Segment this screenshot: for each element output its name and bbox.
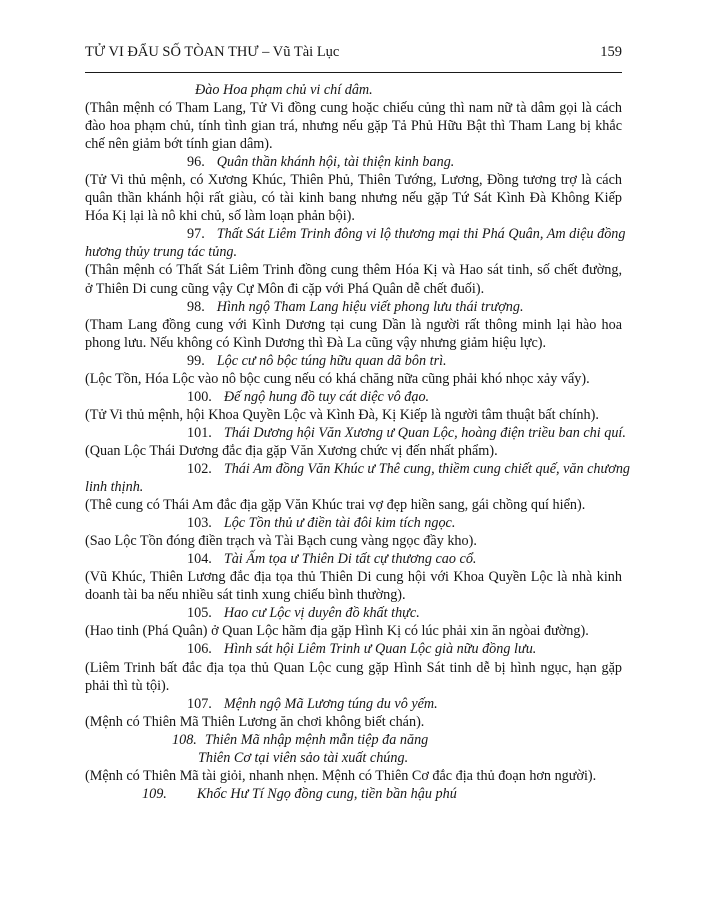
line-text: Thiên Cơ tại viên sảo tài xuất chúng.: [198, 749, 409, 766]
verse-number: 104.: [187, 551, 212, 568]
line-text: (Sao Lộc Tồn đóng điền trạch và Tài Bạch cung vàng ngọc đầy kho).: [85, 533, 477, 550]
line-text: phải thì tù tội).: [85, 677, 170, 694]
text-line: [85, 207, 622, 225]
verse-number: 105.: [187, 605, 212, 622]
line-text: (Quan Lộc Thái Dương đắc địa gặp Văn Xương chức vị đến nhất phẩm).: [85, 442, 498, 459]
text-line: [85, 622, 622, 640]
line-text: (Lộc Tồn, Hóa Lộc vào nô bộc cung nếu có khá chăng nữa cũng phải khó nhọc xảy vẩy).: [85, 370, 590, 387]
line-text: (Mệnh có Thiên Mã Thiên Lương ăn chơi không biết chán).: [85, 713, 425, 730]
text-line: [85, 243, 622, 261]
verse-line: [85, 460, 631, 478]
verse-number: 99.: [187, 352, 205, 369]
verse-number: 103.: [187, 515, 212, 532]
verse-line: [85, 731, 622, 749]
line-text: (Hao tinh (Phá Quân) ở Quan Lộc hãm địa gặp Hình Kị có lúc phải xin ăn ngòai đường).: [85, 623, 589, 640]
running-title: TỬ VI ĐẨU SỐ TÒAN THƯ – Vũ Tài Lục: [85, 44, 340, 60]
verse-line: [85, 225, 626, 243]
line-text: (Liêm Trinh bất đắc địa tọa thủ Quan Lộc cung gặp Hình Sát tinh dễ bị hình ngục, hạn gặp: [85, 659, 622, 676]
page-header: [85, 44, 622, 60]
text-line: [85, 406, 622, 424]
text-line: [85, 478, 622, 496]
verse-number: 106.: [187, 641, 212, 658]
text-line: [85, 334, 622, 352]
text-line: [85, 713, 622, 731]
text-line: [85, 261, 622, 279]
line-text: Đào Hoa phạm chủ vi chí dâm.: [195, 82, 373, 98]
line-text: Đế ngộ hung đồ tuy cát diệc vô đạo.: [223, 388, 430, 405]
text-line: [85, 316, 622, 334]
verse-line: [85, 695, 622, 713]
text-line: [85, 117, 622, 135]
line-text: (Thê cung có Thái Am đắc địa gặp Văn Khúc trai vợ đẹp hiền sang, gái chồng quí hiển).: [85, 497, 586, 514]
verse-line: [85, 604, 622, 622]
verse-line: [85, 785, 622, 803]
line-text: Thái Am đồng Văn Khúc ư Thê cung, thiềm cung chiết quế, văn chương: [223, 460, 631, 477]
text-line: [85, 532, 622, 550]
line-text: hương thủy trung tác tủng.: [85, 244, 238, 261]
verse-number: 102.: [187, 460, 212, 477]
text-line: [85, 171, 622, 189]
verse-number: 100.: [187, 388, 212, 405]
text-line: [85, 370, 622, 388]
text-line: [85, 749, 622, 767]
verse-number: 108.: [172, 731, 197, 748]
text-line: [85, 568, 622, 586]
line-text: Mệnh ngộ Mã Lương túng du vô yếm.: [223, 695, 438, 712]
text-line: [85, 586, 622, 604]
line-text: Hình ngộ Tham Lang hiệu viết phong lưu thái trượng.: [216, 298, 524, 315]
line-text: (Tham Lang đồng cung với Kình Dương tại cung Dần là người rất thông minh lại hào hoa: [85, 316, 622, 333]
text-line: [85, 659, 622, 677]
text-line: [85, 81, 622, 99]
line-text: (Vũ Khúc, Thiên Lương đắc địa tọa thủ Thiên Di cung hội với Khoa Quyền Lộc là nhà kinh: [85, 569, 622, 586]
verse-line: [85, 352, 622, 370]
page-lines: [85, 81, 631, 803]
text-line: [85, 442, 622, 460]
verse-line: [85, 550, 622, 568]
line-text: Thất Sát Liêm Trinh đông vi lộ thương mại thi Phá Quân, Am diệu đồng: [216, 226, 626, 243]
text-line: [85, 280, 622, 298]
line-text: (Tử Vi thủ mệnh, hội Khoa Quyền Lộc và Kình Đà, Kị Kiếp là người tâm thuật bất chính).: [85, 406, 599, 423]
line-text: (Thân mệnh có Thất Sát Liêm Trinh đồng cung thêm Hóa Kị và Hao sát tinh, số chết đường,: [85, 262, 622, 279]
verse-number: 101.: [187, 424, 212, 441]
line-text: Lộc cư nô bộc túng hữu quan dã bôn trì.: [216, 352, 447, 369]
text-line: [85, 677, 622, 695]
line-text: Quân thần khánh hội, tài thiện kinh bang.: [216, 154, 455, 171]
verse-line: [85, 514, 622, 532]
verse-number: 107.: [187, 695, 212, 712]
line-text: (Mệnh có Thiên Mã tài giỏi, nhanh nhẹn. Mệnh có Thiên Cơ đắc địa thủ đoạn hơn người).: [85, 767, 597, 784]
line-text: Lộc Tồn thủ ư điền tài đôi kim tích ngọc.: [223, 515, 456, 532]
verse-line: [85, 298, 622, 316]
text-line: [85, 496, 622, 514]
verse-line: [85, 640, 622, 658]
line-text: ở Thiên Di cung cũng vậy Cự Môn đi cặp với Phá Quân dễ chết đuối).: [85, 280, 485, 297]
text-line: [85, 99, 622, 117]
line-text: linh thịnh.: [85, 479, 144, 496]
text-line: [85, 189, 622, 207]
verse-line: [85, 388, 622, 406]
header-rule: [85, 72, 622, 73]
line-text: (Thân mệnh có Tham Lang, Tử Vi đồng cung hoặc chiếu củng thì nam nữ tà dâm gọi là cách: [85, 100, 622, 117]
line-text: Tài Ấm tọa ư Thiên Di tất cự thương cao cổ.: [223, 551, 477, 568]
verse-line: [85, 153, 622, 171]
line-text: chế nên giảm bớt tính gian dâm).: [85, 136, 273, 153]
verse-number: 109.: [142, 785, 167, 802]
verse-number: 97.: [187, 226, 205, 243]
verse-number: 98.: [187, 298, 205, 315]
line-text: Hóa Kị lại là nô khi chủ, số làm loạn phản bội).: [85, 208, 355, 225]
line-text: Khốc Hư Tí Ngọ đồng cung, tiền bần hậu phú: [196, 785, 457, 802]
line-text: doanh tài ba nếu nhiều sát tinh xung chiếu bình thường).: [85, 587, 406, 604]
line-text: Hao cư Lộc vị duyên đồ khất thực.: [223, 605, 420, 622]
page-number: 159: [600, 44, 622, 60]
text-line: [85, 135, 622, 153]
line-text: Thái Dương hội Văn Xương ư Quan Lộc, hoàng điện triều ban chi quí.: [223, 424, 626, 441]
line-text: quân thần khánh hội rất giàu, có tài kinh bang nhưng nếu gặp Tứ Sát Kình Đà Không Kiếp: [85, 190, 622, 207]
line-text: phong lưu. Nếu không có Kình Dương thì Đà La cũng vậy nhưng giảm hiệu lực).: [85, 334, 547, 351]
verse-number: 96.: [187, 154, 205, 171]
line-text: đào hoa phạm chủ, tính tình gian trá, nhưng nếu gặp Tả Phủ Hữu Bật thì Tham Lang bị khắc: [85, 118, 622, 135]
line-text: (Tử Vi thủ mệnh, có Xương Khúc, Thiên Phủ, Thiên Tướng, Lương, Đồng tương trợ là cách: [85, 172, 622, 189]
line-text: Thiên Mã nhập mệnh mẫn tiệp đa năng: [204, 731, 429, 748]
text-line: [85, 767, 622, 785]
verse-line: [85, 424, 626, 442]
line-text: Hình sát hội Liêm Trinh ư Quan Lộc già nữu đồng lưu.: [223, 641, 537, 658]
